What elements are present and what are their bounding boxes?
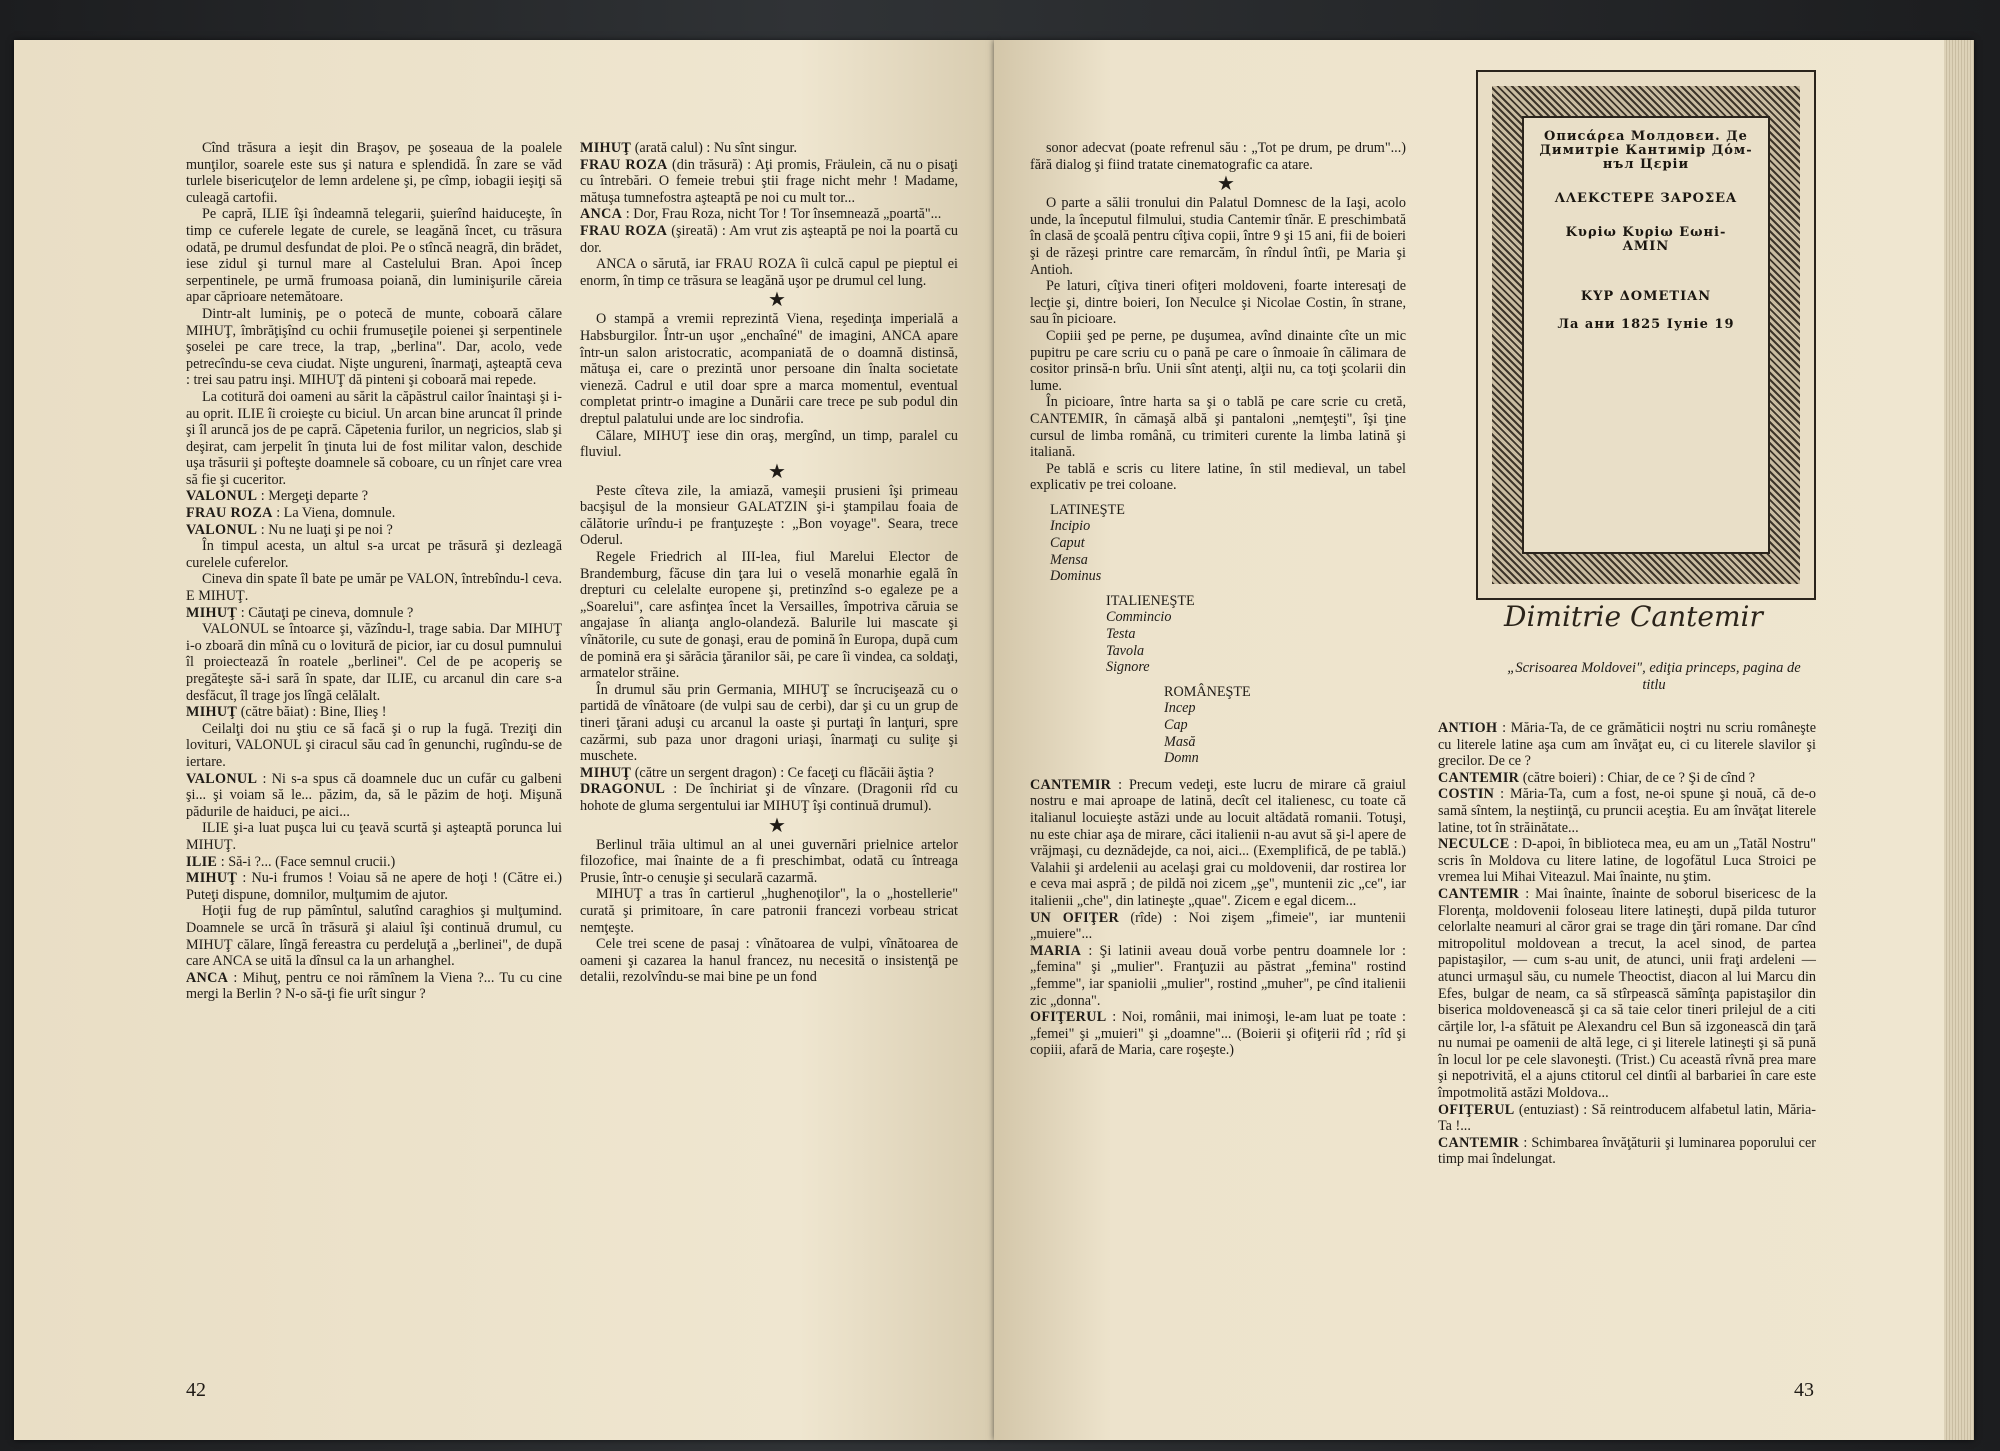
dialogue-line: ANTIOH : Măria-Ta, de ce grămăticii noştri nu scriu româneşte cu literele latine aşa cum am învăţat eu, ci cu literele slavilor şi grecilor. De ce ? <box>1438 720 1816 770</box>
engraving-line: ΑΜΙΝ <box>1622 239 1670 254</box>
table-column-header: LATINEŞTE <box>1050 501 1125 518</box>
paragraph: sonor adecvat (poate refrenul său : „Tot pe drum, pe drum"...) fără dialog şi fiind tratate cinematografic ca atare. <box>1030 140 1406 173</box>
dialogue-line: MIHUŢ (arată calul) : Nu sînt singur. <box>580 140 798 156</box>
table-word: Signore <box>1106 659 1150 676</box>
engraving-caption: „Scrisoarea Moldovei", ediţia princeps, pagina de titlu <box>1507 660 1801 693</box>
right-column-2 <box>1438 720 1816 1168</box>
dialogue-line: MIHUŢ (către un sergent dragon) : Ce faceţi cu flăcăii ăştia ? <box>580 764 934 781</box>
engraving-line: нъл Цεрiи <box>1602 157 1690 172</box>
right-column-1 <box>1030 140 1406 1059</box>
paragraph: O stampă a vremii reprezintă Viena, reşedinţa imperială a Habsburgilor. Într-un uşor „enchaîné" de imagini, ANCA apare într-un salon aristocratic, acompaniată de o doamnă distinsă, mătuşa ei, care o prezintă unor persoane din înalta societate vieneză. Cadrul e util doar spre a marca momentul, eventual completat printr-o imagine a Dunării care trece pe sub podul din dreptul palatului unde are loc sindrofia. <box>580 311 958 427</box>
paragraph: Pe laturi, cîţiva tineri ofiţeri moldoveni, foarte interesaţi de lecţie şi, dintre boieri, Ion Neculce şi Nicolae Costin, în strane, sau în picioare. <box>1030 278 1406 328</box>
engraving-line: ΛΛΕΚСТЕРЕ ЗΑΡΟΣΕΑ <box>1554 191 1738 206</box>
paragraph: O parte a sălii tronului din Palatul Domnesc de la Iaşi, acolo unde, la începutul filmului, studia Cantemir tînăr. E preschimbată în clasă de şcoală pentru cîţiva copii, între 9 şi 15 ani, fii de boieri şi de răzeşi printre care remarcăm, în rîndul întîi, pe Maria şi Antioh. <box>1030 195 1406 278</box>
paragraph: Regele Friedrich al III-lea, fiul Marelui Elector de Brandemburg, făcuse din ţara lui o veselă monarhie egală în drepturi cu celelalte europene şi, pretinzînd s-o egaleze pe a „Soarelui", care asfinţea încet la Versailles, împotriva căruia se angajase în alianţa anglo-olandeză. Balurile lui mascate şi vînătorile, cu sute de gonaşi, erau de pomină în Europa, după cum de pomină era şi sărăcia ţăranilor săi, pe care îi vindea, ca soldaţi, armatelor străine. <box>580 549 958 682</box>
dialogue-line: FRAU ROZA (din trăsură) : Aţi promis, Fräulein, că nu o pisaţi cu întrebări. O femeie trebui ştii frage nicht mehr ! Madame, mătuşa tumnefostra aşteaptă pe noi cu mult tor... <box>580 156 958 206</box>
dialogue-line: MIHUŢ : Căutaţi pe cineva, domnule ? <box>186 604 414 621</box>
engraving-line: Ла ани 1825 Iунiе 19 <box>1557 317 1735 332</box>
paragraph: Dintr-alt luminiş, pe o potecă de munte, coboară călare MIHUŢ, îmbrăţişînd cu ochii frumuseţile poienei şi serpentinele şoselei pe care trece, la trap, „berlina". Dar, acolo, vede petrecîndu-se ceva ciudat. Nişte ungureni, înarmaţi, aşteaptă ceva : trei sau patru inşi. MIHUŢ dă pinteni şi coboară mai repede. <box>186 305 562 389</box>
dialogue-line: UN OFIŢER (rîde) : Noi zişem „fimeie", iar muntenii „muiere"... <box>1030 909 1406 943</box>
paragraph: În drumul său prin Germania, MIHUŢ se încrucişează cu o partidă de vînătoare (de vulpi sau de cerbi), dar şi cu un grup de tineri ţărani aduşi cu arcanul la oaste şi purtaţi în lanţuri, spre cazărmi, sub paza unor dragoni uriaşi, înarmaţi cu suliţe şi muschete. <box>580 681 958 765</box>
dialogue-line: ANCA : Dor, Frau Roza, nicht Tor ! Tor însemnează „poartă"... <box>580 206 942 223</box>
engraving-title-text <box>1522 116 1770 554</box>
dialogue-line: VALONUL : Mergeţi departe ? <box>186 488 369 505</box>
dialogue-line: OFIŢERUL (entuziast) : Să reintroducem alfabetul latin, Măria-Ta !... <box>1438 1101 1816 1135</box>
paragraph: Cineva din spate îl bate pe umăr pe VALON, întrebîndu-l ceva. E MIHUŢ. <box>186 571 562 605</box>
page-number-right: 43 <box>1794 1379 1814 1401</box>
section-separator-star: ★ <box>768 289 786 312</box>
section-separator-star: ★ <box>1217 173 1235 196</box>
dialogue-line: CANTEMIR : Mai înainte, înainte de soborul bisericesc de la Florenţa, moldovenii foloseau litere latineşti, după pilda tuturor celorlalte neamuri al căror grai se trage din ţări romane. Dar cînd mitropolitul moldovean a trecut, la acel sinod, de partea papistaşilor, — cum s-au unit, de atunci, unii fraţi ardeleni — atunci urmaşul său, cu numele Theoctist, diacon al lui Marcu din Efes, bulgar de neam, ca să stîrpească sămînţa papistaşilor din biserica moldovenească şi ca să taie celor tineri prilejul de a citi cărţile lor, l-a sfătuit pe Alexandru cel Bun să izgonească din ţară nu numai pe oamenii de altă lege, ci şi literele latineşti şi să pună în locul lor pe cele slavoneşti. (Trist.) Cu această rîvnă prea mare şi nepotrivită, el a ajuns ctitorul cel dintîi al barbariei în care este împotmolită astăzi Moldova... <box>1438 885 1816 1102</box>
table-word: Caput <box>1050 535 1085 552</box>
paragraph: ILIE şi-a luat puşca lui cu ţeavă scurtă şi aşteaptă porunca lui MIHUŢ. <box>186 820 562 853</box>
paragraph: Hoţii fug de rup pămîntul, salutînd caraghios şi mulţumind. Doamnele se urcă în trăsură şi alaiul îşi continuă drumul, cu MIHUŢ călare, lîngă fereastra cu perdeluţă a „berlinei", de după care ANCA se uită la dînsul ca la un arhanghel. <box>186 903 562 970</box>
left-column-1 <box>186 140 562 1003</box>
dialogue-line: COSTIN : Măria-Ta, cum a fost, ne-oi spune şi nouă, că de-o samă sîntem, la neştiinţă, cu pruncii aceştia. Eu am învăţat literele latine, tot în străinătate... <box>1438 786 1816 836</box>
page-number-left: 42 <box>186 1379 206 1401</box>
dialogue-line: OFIŢERUL : Noi, românii, mai inimoşi, le-am luat pe toate : „femei" şi „muieri" şi „doamne"... (Boierii şi ofiţerii rîd ; rîd şi copiii, afară de Maria, care roşeşte.) <box>1030 1009 1406 1059</box>
section-separator-star: ★ <box>768 814 786 837</box>
table-word: Dominus <box>1050 568 1102 585</box>
table-column-header: ITALIENEŞTE <box>1106 592 1195 609</box>
paragraph: Pe capră, ILIE îşi îndeamnă telegarii, şuierînd haiduceşte, în timp ce cuferele legate de curele, se leagănă încet, cu trăsura odată, pe drumul desfundat de ploi. Pe o stîncă neagră, din brădet, iese zidul şi turnul mare al Castelului Bran. Apoi încep serpentinele, pe urmă frumoasa poiană, din luminişurile căreia apar căprioare netemătoare. <box>186 206 562 306</box>
paragraph: Berlinul trăia ultimul an al unei guvernări prielnice artelor filozofice, mai înainte de a fi preschimbat, odată cu întreaga Prusie, într-o cenuşie şi seculară cazarmă. <box>580 836 958 886</box>
table-word: Domn <box>1164 750 1199 767</box>
right-page <box>994 40 1974 1440</box>
dialogue-line: ILIE : Să-i ?... (Face semnul crucii.) <box>186 853 396 870</box>
paragraph: Peste cîteva zile, la amiază, vameşii prusieni îşi primeau bacşişul de la monsieur GALATZIN şi-i ştampilau foaia de călătorie urîndu-i pe franţuzeşte : „Bon voyage". Seara, trece Oderul. <box>580 482 958 549</box>
engraving-line: Димитрiе Кантимiр Дόм- <box>1539 143 1753 158</box>
table-word: Cap <box>1164 717 1188 733</box>
dialogue-line: CANTEMIR (către boieri) : Chiar, de ce ? Şi de cînd ? <box>1438 769 1756 786</box>
paragraph: MIHUŢ a tras în cartierul „hughenoţilor", la o „hostellerie" curată şi primitoare, în care patronii francezi vorbeau stricat nemţeşte. <box>580 886 958 936</box>
dialogue-line: CANTEMIR : Schimbarea învăţăturii şi luminarea poporului cer timp mai îndelungat. <box>1438 1134 1816 1168</box>
dialogue-line: VALONUL : Nu ne luaţi şi pe noi ? <box>186 521 393 538</box>
table-word: Testa <box>1106 626 1136 643</box>
title-page-engraving <box>1476 70 1816 600</box>
dialogue-line: MIHUŢ : Nu-i frumos ! Voiau să ne apere de hoţi ! (Către ei.) Puteţi dispune, domnilor, mulţumim de ajutor. <box>186 870 562 903</box>
paragraph: Copiii şed pe perne, pe duşumea, avînd dinainte cîte un mic pupitru pe care scriu cu o pană pe care o înmoaie în călimara de cositor prinsă-n brîu. Unii sînt atenţi, alţii nu, ca toţi şcolarii din lume. <box>1030 327 1406 394</box>
engraving-line: ΚΥΡ ΔΟΜΕΤΙΑΝ <box>1580 289 1712 304</box>
paragraph: Pe tablă e scris cu litere latine, în stil medieval, un tabel explicativ pe trei coloane. <box>1030 460 1406 494</box>
table-word: Tavola <box>1106 642 1145 659</box>
dialogue-line: MARIA : Şi latinii aveau două vorbe pentru doamnele lor : „femina" şi „mulier". Franţuzii au păstrat „femina" rostind „femme", iar spaniolii „mulier", rostind „muher", pe cînd italienii zic „donna". <box>1030 942 1406 1009</box>
dialogue-line: FRAU ROZA : La Viena, domnule. <box>186 505 396 522</box>
handwritten-signature: Dimitrie Cantemir <box>1504 600 1763 633</box>
table-word: Masă <box>1164 733 1196 750</box>
table-column-header: ROMÂNEŞTE <box>1164 683 1251 700</box>
dialogue-line: ANCA : Mihuţ, pentru ce noi rămînem la Viena ?... Tu cu cine mergi la Berlin ? N-o să-ţi fie urît singur ? <box>186 969 562 1003</box>
paragraph: VALONUL se întoarce şi, văzîndu-l, trage sabia. Dar MIHUŢ i-o zboară din mînă cu o lovitură de picior, iar cu dosul pumnului îl proiectează în roatele „berlinei". Cel de pe acoperiş se pregăteşte să-i sară în spate, dar ILIE, cu arcanul din care s-a desfăcut, îl trage jos lîngă celălalt. <box>186 621 562 704</box>
paragraph: Cînd trăsura a ieşit din Braşov, pe şoseaua de la poalele munţilor, soarele este sus şi natura e splendidă. În zare se văd turlele bisericuţelor de lemn ardelene şi, pe cîmp, iobagii ieşiţi să culeagă cartofii. <box>186 140 562 206</box>
section-separator-star: ★ <box>768 460 786 483</box>
table-word: Incipio <box>1050 518 1091 535</box>
left-column-2 <box>580 140 958 986</box>
paragraph: În timpul acesta, un altul s-a urcat pe trăsură şi dezleagă curelele cuferelor. <box>186 538 562 571</box>
table-word: Comminciо <box>1106 609 1172 626</box>
paragraph: Ceilalţi doi nu ştiu ce să facă şi o rup la fugă. Treziţi din lovituri, VALONUL şi ciracul său cad în genunchi, rugîndu-se de iertare. <box>186 720 562 770</box>
paragraph: La cotitură doi oameni au sărit la căpăstrul cailor înaintaşi şi i-au oprit. ILIE îi croieşte cu biciul. Un arcan bine aruncat îl prinde şi îl aruncă jos de pe capră. Căpetenia furilor, un negricios, slab şi deşirat, cam jerpelit în ţinuta lui de fost militar valon, deschide uşa trăsurii şi pofteşte doamnele să coboare, cu un rînjet care vrea să fie şi cuceritor. <box>186 388 562 488</box>
paragraph: Călare, MIHUŢ iese din oraş, mergînd, un timp, paralel cu fluviul. <box>580 427 958 461</box>
dialogue-line: VALONUL : Ni s-a spus că doamnele duc un cufăr cu galbeni şi... şi voiam să le... păzim, da, să le păzim de hoţi. Mişună pădurile de haiduci, pe aici... <box>186 770 562 820</box>
paragraph: Cele trei scene de pasaj : vînătoarea de vulpi, vînătoarea de oameni şi cazarea la hanul francez, nu necesită o insistenţă pe detalii, rezolvîndu-se mai bine pe un fond <box>580 936 958 986</box>
engraving-line: Κυρiω Κυρiω Εωнi- <box>1565 225 1727 240</box>
paragraph: În picioare, între harta sa şi o tablă pe care scrie cu cretă, CANTEMIR, în cămaşă albă şi pantaloni „nemţeşti", îşi ţine cursul de limba română, cu trimiteri curente la limba latină şi italiană. <box>1030 394 1406 461</box>
dialogue-line: NECULCE : D-apoi, în biblioteca mea, eu am un „Tatăl Nostru" scris în Moldova cu litere latine, de logofătul Luca Stroici pe vremea lui Mihai Viteazul. Mai înainte, nu ştim. <box>1438 836 1816 886</box>
table-word: Mensa <box>1050 551 1088 568</box>
dialogue-line: MIHUŢ (către băiat) : Bine, Ilieş ! <box>186 704 387 721</box>
dialogue-line: CANTEMIR : Precum vedeţi, este lucru de mirare că graiul nostru e mai aproape de latină, decît cel italienesc, cu toate că italianul locuieşte astăzi unde au locuit altădată romanii. Totuşi, nu este chiar aşa de mirare, căci italienii n-au avut să şi-l apere de vrăjmaşi, cu deznădejde, ca noi, aici... (Exemplifică, de pe tablă.) Valahii şi ardelenii au acelaşi grai cu moldovenii, dar rostirea lor e ceva mai aspră ; de pildă noi zicem „şe", muntenii zic „ce", iar italienii „che", din latineşte „quae". Zicem e egal dicem... <box>1030 776 1406 909</box>
dialogue-line: DRAGONUL : De închiriat şi de vînzare. (Dragonii rîd cu hohote de gluma sergentului iar MIHUŢ îşi continuă drumul). <box>580 781 958 814</box>
engraving-line: Оπисάρεа Молдовεи. Де <box>1544 129 1748 144</box>
left-page <box>14 40 994 1440</box>
dialogue-line: FRAU ROZA (şireată) : Am vrut zis aşteaptă pe noi la poartă cu dor. <box>580 222 958 256</box>
table-word: Incep <box>1164 700 1196 717</box>
paragraph: ANCA o sărută, iar FRAU ROZA îi culcă capul pe pieptul ei enorm, în timp ce trăsura se leagănă uşor pe drumul cel lung. <box>580 256 958 289</box>
